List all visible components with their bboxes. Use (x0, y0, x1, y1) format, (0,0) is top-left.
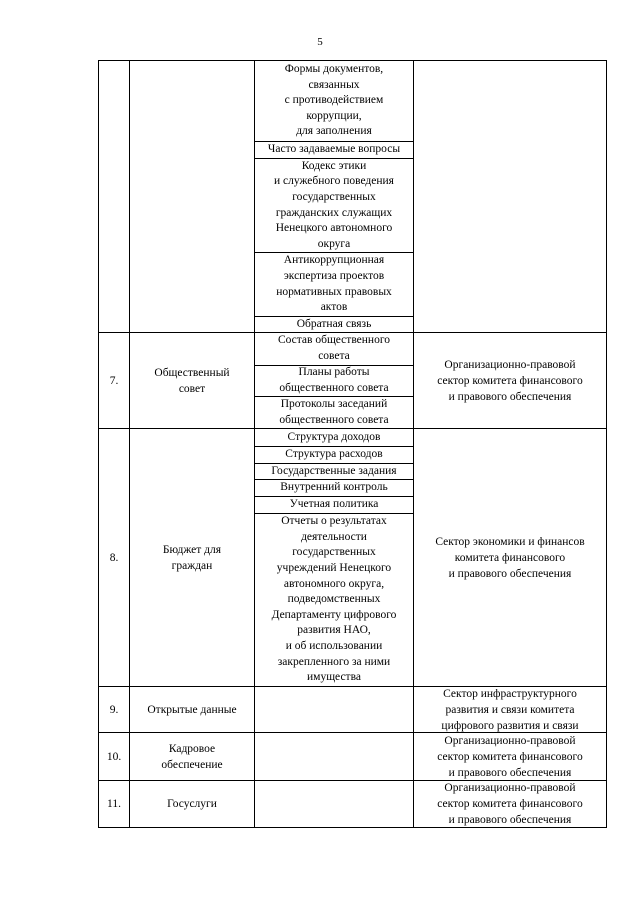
subsection-list (255, 61, 414, 332)
row-number (99, 61, 130, 332)
table-row (99, 332, 606, 428)
subsection-cell: Отчеты о результатах деятельности государственных учреждений Ненецкого автономного округа, подведомственных Департаменту цифрового развития НАО, и об использовании закрепленного за ними имущества (255, 513, 413, 686)
row-number: 9. (99, 687, 130, 732)
section-name: Бюджет для граждан (130, 429, 255, 686)
subsection-list (255, 333, 414, 428)
responsible-unit (414, 61, 606, 332)
subsection-cell: Государственные задания (255, 463, 413, 479)
subsection-cell: Антикоррупционная экспертиза проектов нормативных правовых актов (255, 252, 413, 316)
subsection-cell: Структура расходов (255, 446, 413, 463)
subsection-cell: Обратная связь (255, 316, 413, 332)
responsible-unit: Организационно-правовой сектор комитета финансового и правового обеспечения (437, 734, 583, 779)
subsection-cell: Внутренний контроль (255, 479, 413, 496)
row-number: 7. (99, 333, 130, 428)
subsection-list (255, 733, 414, 780)
responsible-unit: Сектор инфраструктурного развития и связи комитета цифрового развития и связи (441, 687, 579, 732)
page-number: 5 (317, 36, 323, 48)
subsection-list (255, 781, 414, 827)
row-number: 8. (99, 429, 130, 686)
responsible-unit: Организационно-правовой сектор комитета финансового и правового обеспечения (437, 782, 583, 826)
table-row (99, 780, 606, 827)
row-number: 11. (99, 781, 130, 827)
subsection-cell: Кодекс этики и служебного поведения государственных гражданских служащих Ненецкого автономного округа (255, 158, 413, 252)
row-number: 10. (99, 733, 130, 780)
section-name: Кадровое обеспечение (130, 733, 255, 780)
section-name: Общественный совет (130, 333, 255, 428)
subsection-cell: Часто задаваемые вопросы (255, 141, 413, 158)
section-name (130, 61, 255, 332)
sections-table (98, 60, 607, 828)
subsection-list (255, 687, 414, 732)
subsection-cell: Учетная политика (255, 496, 413, 513)
responsible-unit: Организационно-правовой сектор комитета финансового и правового обеспечения (437, 358, 583, 403)
subsection-cell: Формы документов, связанных с противодействием коррупции, для заполнения (284, 63, 384, 138)
section-name: Открытые данные (130, 687, 255, 732)
subsection-cell: Планы работы общественного совета (255, 365, 413, 396)
subsection-cell: Протоколы заседаний общественного совета (255, 396, 413, 428)
section-name: Госуслуги (130, 781, 255, 827)
table-row (99, 732, 606, 780)
responsible-unit: Сектор экономики и финансов комитета финансового и правового обеспечения (435, 535, 585, 580)
table-row (99, 686, 606, 732)
subsection-list (255, 429, 414, 686)
table-row (99, 61, 606, 332)
subsection-cell: Структура доходов (287, 430, 381, 443)
subsection-cell: Состав общественного совета (277, 334, 391, 362)
table-row (99, 428, 606, 686)
